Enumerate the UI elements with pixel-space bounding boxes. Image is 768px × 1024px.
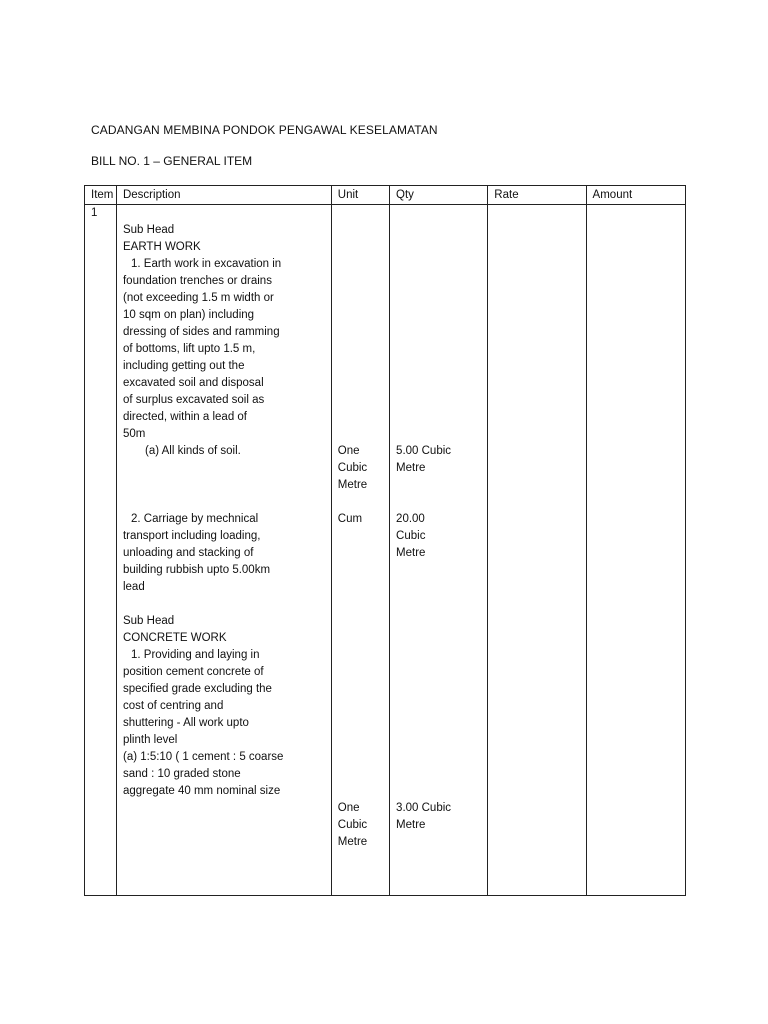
subhead-label: Sub Head — [122, 615, 175, 627]
description-line: 50m — [122, 428, 146, 440]
description-line: building rubbish upto 5.00km — [122, 564, 271, 576]
subhead-label: Sub Head — [122, 224, 175, 236]
description-line: specified grade excluding the — [122, 683, 272, 695]
rate-cell — [488, 205, 586, 896]
description-line: (a) 1:5:10 ( 1 cement : 5 coarse — [122, 751, 284, 763]
item-cell — [85, 205, 117, 896]
qty-value: 20.00 — [396, 513, 425, 525]
unit-value: Metre — [337, 479, 368, 491]
qty-value: Metre — [396, 547, 426, 559]
bill-title: BILL NO. 1 – GENERAL ITEM — [91, 154, 253, 168]
header-qty: Qty — [390, 186, 488, 205]
description-cell — [116, 205, 331, 896]
bill-of-quantities-table — [84, 185, 686, 896]
description-line: cost of centring and — [122, 700, 224, 712]
qty-value: 5.00 Cubic — [396, 445, 452, 457]
header-rate: Rate — [488, 186, 586, 205]
amount-cell — [586, 205, 685, 896]
description-line: transport including loading, — [122, 530, 261, 542]
qty-value: Cubic — [396, 530, 426, 542]
description-line: including getting out the — [122, 360, 245, 372]
description-line: unloading and stacking of — [122, 547, 254, 559]
header-amount: Amount — [586, 186, 685, 205]
description-line: shuttering - All work upto — [122, 717, 249, 729]
description-line: 1. Providing and laying in — [130, 649, 260, 661]
qty-value: Metre — [396, 462, 426, 474]
table-header-row — [85, 186, 686, 205]
header-item: Item — [85, 186, 117, 205]
description-line: 10 sqm on plan) including — [122, 309, 255, 321]
description-line: aggregate 40 mm nominal size — [122, 785, 281, 797]
description-line: excavated soil and disposal — [122, 377, 264, 389]
description-line: dressing of sides and ramming — [122, 326, 280, 338]
unit-value: One — [337, 445, 360, 457]
description-line: 2. Carriage by mechnical — [130, 513, 259, 525]
description-line: foundation trenches or drains — [122, 275, 272, 287]
description-line: directed, within a lead of — [122, 411, 248, 423]
unit-value: One — [337, 802, 360, 814]
description-line: lead — [122, 581, 145, 593]
description-line: of surplus excavated soil as — [122, 394, 265, 406]
description-line: (a) All kinds of soil. — [144, 445, 241, 457]
unit-value: Cubic — [337, 462, 368, 474]
unit-cell — [331, 205, 389, 896]
table-row — [85, 205, 686, 896]
qty-value: Metre — [396, 819, 426, 831]
description-line: plinth level — [122, 734, 178, 746]
qty-value: 3.00 Cubic — [396, 802, 452, 814]
item-number: 1 — [91, 207, 98, 219]
subhead-title: CONCRETE WORK — [122, 632, 227, 644]
description-line: 1. Earth work in excavation in — [130, 258, 282, 270]
description-line: position cement concrete of — [122, 666, 264, 678]
unit-value: Cubic — [337, 819, 368, 831]
description-line: (not exceeding 1.5 m width or — [122, 292, 274, 304]
description-line: sand : 10 graded stone — [122, 768, 241, 780]
unit-value: Metre — [337, 836, 368, 848]
unit-value: Cum — [337, 513, 363, 525]
header-description: Description — [116, 186, 331, 205]
description-line: of bottoms, lift upto 1.5 m, — [122, 343, 256, 355]
document-title: CADANGAN MEMBINA PONDOK PENGAWAL KESELAMATAN — [91, 123, 438, 137]
header-unit: Unit — [331, 186, 389, 205]
qty-cell — [390, 205, 488, 896]
subhead-title: EARTH WORK — [122, 241, 201, 253]
